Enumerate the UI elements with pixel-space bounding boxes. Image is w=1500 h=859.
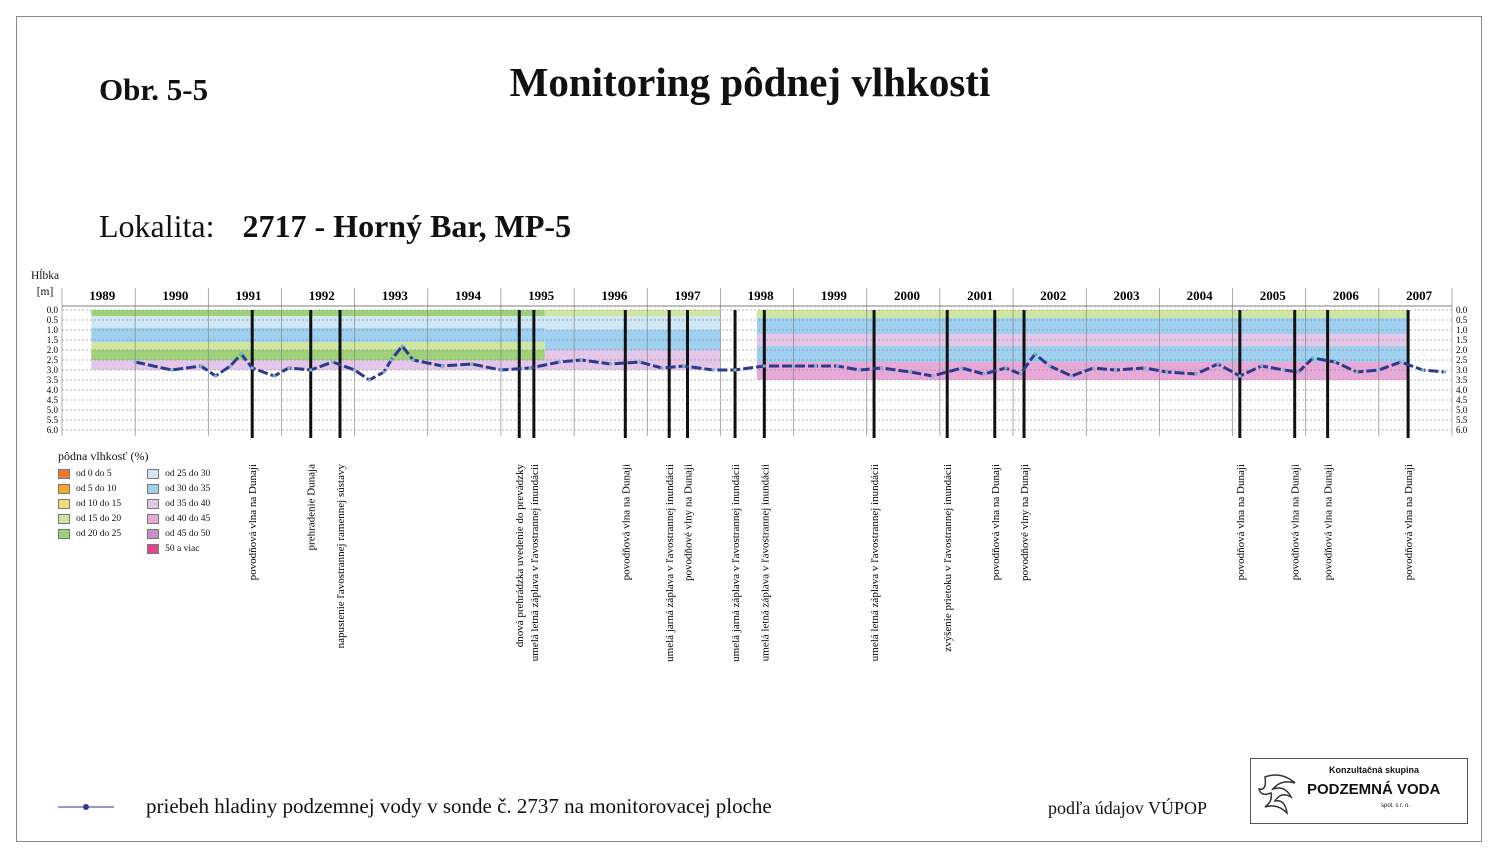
logo-line-3: spol. s r. o.	[1381, 803, 1411, 809]
groundwater-point	[660, 366, 663, 369]
groundwater-point	[558, 360, 561, 363]
locality-label: Lokalita:	[99, 208, 215, 244]
depth-tick-label-right: 1.0	[1456, 325, 1468, 335]
depth-tick-label-right: 4.5	[1456, 395, 1468, 405]
figure-label: Obr. 5-5	[99, 72, 209, 107]
legend-column-left	[58, 468, 121, 555]
groundwater-point	[1114, 368, 1117, 371]
depth-tick-label-left: 2.0	[46, 345, 58, 355]
year-label: 2002	[1040, 288, 1067, 303]
legend-item-label: od 35 do 40	[165, 499, 211, 509]
legend-title: pôdna vlhkosť (%)	[58, 449, 149, 463]
groundwater-point	[1260, 364, 1263, 367]
event-label: napustenie ľavostrannej ramennej sústavy	[335, 464, 347, 649]
event-label: povodňová vlna na Dunaji	[247, 464, 260, 581]
groundwater-point	[1092, 366, 1095, 369]
event-label: povodňová vlna na Dunaji	[1403, 464, 1416, 581]
depth-tick-label-right: 0.5	[1456, 315, 1468, 325]
depth-tick-label-left: 1.0	[46, 325, 58, 335]
legend-item	[58, 513, 121, 525]
groundwater-point	[1311, 356, 1314, 359]
groundwater-point	[470, 362, 473, 365]
logo-line-2: PODZEMNÁ VODA	[1307, 781, 1441, 798]
moisture-band-cell	[91, 310, 545, 316]
year-label: 2005	[1259, 288, 1286, 303]
groundwater-point	[134, 360, 137, 363]
year-label: 1989	[89, 288, 116, 303]
groundwater-point	[931, 374, 934, 377]
groundwater-point	[251, 366, 254, 369]
event-label: zvýšenie prietoku v ľavostrannej inundácii	[942, 464, 955, 652]
groundwater-point	[1297, 370, 1300, 373]
depth-tick-label-right: 5.0	[1456, 405, 1468, 415]
groundwater-point	[273, 374, 276, 377]
groundwater-legend	[58, 794, 772, 819]
groundwater-point	[499, 368, 502, 371]
legend-item-label: od 10 do 15	[76, 499, 122, 509]
groundwater-point	[1194, 372, 1197, 375]
groundwater-point	[609, 362, 612, 365]
groundwater-point	[733, 368, 736, 371]
groundwater-point	[1004, 366, 1007, 369]
year-label: 1991	[235, 288, 262, 303]
event-label: umelá jarná záplava v ľavostrannej inundácii	[664, 464, 677, 662]
event-label: prehradenie Dunaja	[305, 464, 318, 551]
groundwater-point	[214, 374, 217, 377]
depth-tick-label-left: 6.0	[46, 425, 58, 435]
groundwater-point	[441, 364, 444, 367]
source-note: podľa údajov VÚPOP	[1048, 798, 1207, 818]
event-label: umelá letná záplava v ľavostrannej inundácii	[869, 464, 882, 662]
depth-tick-label-right: 4.0	[1456, 385, 1468, 395]
company-logo-icon	[1257, 769, 1303, 815]
legend-swatch	[147, 544, 159, 554]
depth-tick-label-left: 3.5	[46, 375, 58, 385]
year-label: 1992	[308, 288, 335, 303]
legend-item	[147, 483, 210, 495]
legend-item	[58, 468, 121, 480]
groundwater-point	[1019, 372, 1022, 375]
event-label: umelá letná záplava v ľavostrannej inundácii	[759, 464, 772, 662]
event-label: povodňová vlna na Dunaji	[1322, 464, 1335, 581]
legend-item	[58, 483, 121, 495]
depth-tick-label-left: 2.5	[46, 355, 58, 365]
groundwater-point	[170, 368, 173, 371]
legend-item	[58, 498, 121, 510]
groundwater-point	[353, 368, 356, 371]
groundwater-point	[1377, 368, 1380, 371]
groundwater-legend-text: priebeh hladiny podzemnej vody v sonde č. 2737 na monitorovacej ploche	[146, 794, 772, 818]
legend-swatch	[58, 514, 70, 524]
year-label: 1998	[747, 288, 774, 303]
depth-tick-label-right: 6.0	[1456, 425, 1468, 435]
year-label: 1994	[455, 288, 482, 303]
groundwater-point	[331, 360, 334, 363]
groundwater-point	[1282, 368, 1285, 371]
locality-name: 2717 - Horný Bar, MP-5	[242, 208, 572, 244]
groundwater-point	[1143, 366, 1146, 369]
groundwater-point	[982, 372, 985, 375]
groundwater-line-icon	[58, 801, 114, 813]
legend-item-label: od 15 do 20	[76, 514, 122, 524]
groundwater-point	[368, 378, 371, 381]
depth-tick-label-right: 3.5	[1456, 375, 1468, 385]
groundwater-point	[814, 364, 817, 367]
groundwater-point	[763, 364, 766, 367]
depth-tick-label-left: 0.5	[46, 315, 58, 325]
event-label: dnová prehrádzka uvedenie do prevádzky	[514, 464, 527, 648]
moisture-band-cell	[91, 316, 545, 328]
legend-swatch	[147, 499, 159, 509]
legend-item-label: od 25 do 30	[165, 469, 211, 479]
page-title: Monitoring pôdnej vlhkosti	[509, 59, 991, 105]
groundwater-point	[836, 364, 839, 367]
depth-tick-label-left: 5.0	[46, 405, 58, 415]
groundwater-point	[412, 358, 415, 361]
event-label: umelá jarná záplava v ľavostrannej inundácii	[730, 464, 743, 662]
year-label: 1993	[381, 288, 408, 303]
depth-tick-label-left: 5.5	[46, 415, 58, 425]
legend-swatch	[147, 529, 159, 539]
legend-item-label: od 5 do 10	[76, 484, 117, 494]
groundwater-point	[1048, 364, 1051, 367]
groundwater-point	[682, 364, 685, 367]
legend-item-label: od 30 do 35	[165, 484, 211, 494]
year-label: 1995	[528, 288, 555, 303]
logo-line-1: Konzultačná skupina	[1329, 765, 1420, 775]
moisture-band-cell	[757, 310, 1408, 318]
depth-axis-label-name: Hĺbka	[30, 270, 60, 282]
legend-item	[147, 528, 210, 540]
moisture-legend	[58, 449, 210, 555]
event-label: povodňová vlna na Dunaji	[989, 464, 1002, 581]
depth-axis-label-unit: [m]	[36, 286, 54, 298]
depth-tick-label-left: 4.0	[46, 385, 58, 395]
year-label: 2000	[893, 288, 920, 303]
legend-item-label: od 40 do 45	[165, 514, 211, 524]
groundwater-point	[880, 366, 883, 369]
groundwater-point	[390, 358, 393, 361]
legend-swatch	[147, 514, 159, 524]
groundwater-point	[909, 370, 912, 373]
event-label: umelá letná záplava v ľavostrannej inundácii	[528, 464, 541, 662]
legend-swatch	[58, 529, 70, 539]
moisture-band-cell	[91, 342, 545, 350]
groundwater-point	[1443, 370, 1446, 373]
year-label: 1990	[162, 288, 189, 303]
company-logo-box	[1250, 758, 1468, 824]
event-label: povodňová vlna na Dunaji	[620, 464, 633, 581]
depth-tick-label-right: 5.5	[1456, 415, 1468, 425]
legend-item-label: od 0 do 5	[76, 469, 112, 479]
depth-tick-label-right: 2.0	[1456, 345, 1468, 355]
legend-item	[58, 528, 121, 540]
groundwater-point	[1421, 368, 1424, 371]
legend-swatch	[147, 469, 159, 479]
groundwater-point	[1033, 352, 1036, 355]
year-label: 2007	[1406, 288, 1433, 303]
legend-swatch	[147, 484, 159, 494]
event-label: povodňové vlny na Dunaji	[682, 464, 695, 582]
event-label: povodňová vlna na Dunaji	[1234, 464, 1247, 581]
legend-swatch	[58, 499, 70, 509]
legend-item-label: 50 a viac	[165, 544, 200, 554]
groundwater-point	[382, 370, 385, 373]
groundwater-point	[1070, 374, 1073, 377]
moisture-band-cell	[757, 362, 1408, 380]
groundwater-point	[1333, 360, 1336, 363]
groundwater-point	[529, 366, 532, 369]
year-label: 1996	[601, 288, 628, 303]
legend-item	[147, 498, 210, 510]
year-label: 2006	[1332, 288, 1359, 303]
legend-item	[147, 513, 210, 525]
depth-tick-label-left: 1.5	[46, 335, 58, 345]
year-label: 1997	[674, 288, 701, 303]
legend-swatch	[58, 469, 70, 479]
moisture-band-cell	[91, 350, 545, 360]
depth-tick-label-left: 3.0	[46, 365, 58, 375]
year-label: 2003	[1113, 288, 1140, 303]
groundwater-point	[309, 368, 312, 371]
groundwater-point	[1216, 362, 1219, 365]
groundwater-point	[199, 364, 202, 367]
groundwater-point	[712, 368, 715, 371]
event-label: povodňová vlna na Dunaji	[1289, 464, 1302, 581]
groundwater-point	[858, 368, 861, 371]
groundwater-point	[240, 352, 243, 355]
year-label: 2001	[967, 288, 994, 303]
groundwater-point	[1355, 370, 1358, 373]
legend-item	[147, 468, 210, 480]
moisture-band-cell	[757, 318, 1408, 334]
groundwater-point	[401, 344, 404, 347]
groundwater-point	[580, 358, 583, 361]
moisture-band-cell	[545, 310, 721, 316]
year-label: 2004	[1186, 288, 1213, 303]
depth-tick-label-right: 3.0	[1456, 365, 1468, 375]
groundwater-point	[792, 364, 795, 367]
depth-tick-label-left: 4.5	[46, 395, 58, 405]
groundwater-point	[287, 366, 290, 369]
legend-item-label: od 20 do 25	[76, 529, 122, 539]
depth-tick-label-right: 0.0	[1456, 305, 1468, 315]
legend-column-right	[147, 468, 210, 555]
groundwater-point	[229, 364, 232, 367]
groundwater-point	[1165, 370, 1168, 373]
groundwater-point	[960, 366, 963, 369]
year-label: 1999	[820, 288, 847, 303]
groundwater-point	[1399, 360, 1402, 363]
legend-item	[147, 543, 210, 555]
groundwater-point	[1238, 374, 1241, 377]
moisture-band-cell	[545, 316, 721, 330]
legend-swatch	[58, 484, 70, 494]
event-label: povodňové vlny na Dunaji	[1019, 464, 1032, 582]
depth-tick-label-left: 0.0	[46, 305, 58, 315]
depth-tick-label-right: 1.5	[1456, 335, 1468, 345]
legend-item-label: od 45 do 50	[165, 529, 211, 539]
groundwater-point	[638, 360, 641, 363]
depth-tick-label-right: 2.5	[1456, 355, 1468, 365]
